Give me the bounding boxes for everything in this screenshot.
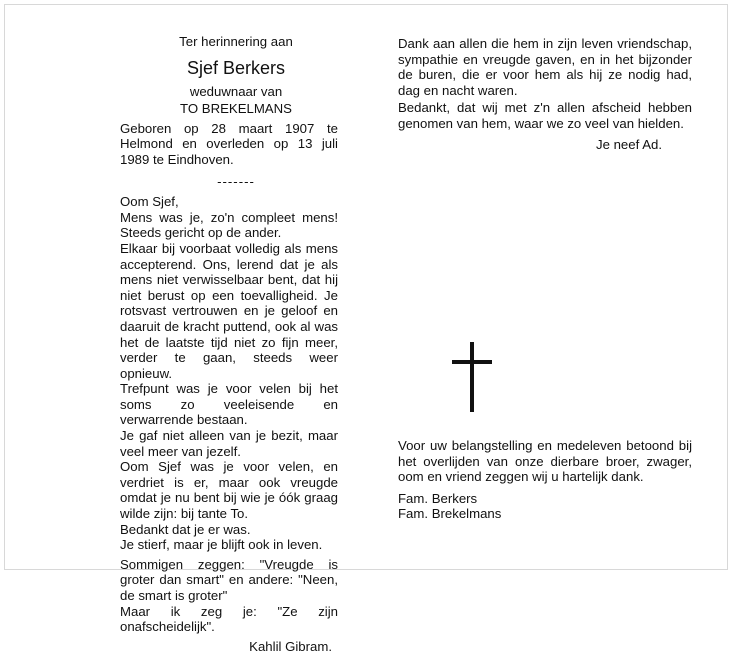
birth-death-text: Geboren op 28 maart 1907 te Helmond en overleden op 13 juli 1989 te Eindhoven.	[120, 120, 338, 167]
deceased-name: Sjef Berkers	[186, 57, 286, 78]
thanks-paragraph: Bedankt, dat wij met z'n allen afscheid hebben genomen van hem, waar we zo veel van hielden.	[398, 100, 692, 131]
spouse-name: TO BREKELMANS	[180, 101, 292, 117]
intro-text: Ter herinnering aan	[179, 34, 293, 49]
quote-line: Sommigen zeggen: "Vreugde is groter dan smart" en andere: "Neen, de smart is groter"	[120, 556, 338, 603]
poem-line: Oom Sjef,	[120, 194, 179, 210]
acknowledgement-text: Voor uw belangstelling en medeleven betoond bij het overlijden van onze dierbare broer, zwager, oom en vriend zeggen wij u hartelijk dank.	[398, 438, 692, 485]
poem-line: Je gaf niet alleen van je bezit, maar veel meer van jezelf.	[120, 428, 338, 459]
quote-line: Maar ik zeg je: "Ze zijn onafscheidelijk".	[120, 603, 338, 635]
cross-icon	[452, 342, 492, 412]
acknowledgement-block	[398, 438, 692, 522]
poem-line: Elkaar bij voorbaat volledig als mens accepterend. Ons, lerend dat je als mens niet verwisselbaar bent, dat hij niet berust op een toevalligheid. Je rotsvast vertrouwen en je geloof en daaruit de kracht puttend, ook al was het de laatste tijd niet zo fijn meer, verder te gaan, steeds weer opnieuw.	[120, 240, 338, 381]
quote-author: Kahlil Gibram.	[249, 638, 332, 654]
poem-line: Je stierf, maar je blijft ook in leven.	[120, 537, 323, 553]
thanks-paragraph: Dank aan allen die hem in zijn leven vriendschap, sympathie en vreugde gaven, en in het bijzonder de buren, die er voor hem als hij ze nodig had, dag en nacht waren.	[398, 36, 692, 98]
poem-line: Trefpunt was je voor velen bij het soms zo veeleisende en verwarrende bestaan.	[120, 381, 338, 428]
family-name: Fam. Berkers	[398, 490, 478, 506]
separator: -------	[217, 173, 255, 189]
signature: Je neef Ad.	[596, 136, 662, 152]
left-column	[120, 34, 338, 654]
relation-text: weduwnaar van	[189, 83, 283, 99]
poem-line: Mens was je, zo'n compleet mens! Steeds gericht op de ander.	[120, 209, 338, 241]
poem-line: Oom Sjef was je voor velen, en verdriet is er, maar ook vreugde omdat je nu bent bij wie je óók graag wilde zijn: bij tante To.	[120, 459, 338, 522]
right-column	[398, 36, 692, 152]
poem-line: Bedankt dat je er was.	[120, 521, 251, 537]
family-name: Fam. Brekelmans	[398, 506, 502, 522]
poem	[120, 194, 338, 654]
